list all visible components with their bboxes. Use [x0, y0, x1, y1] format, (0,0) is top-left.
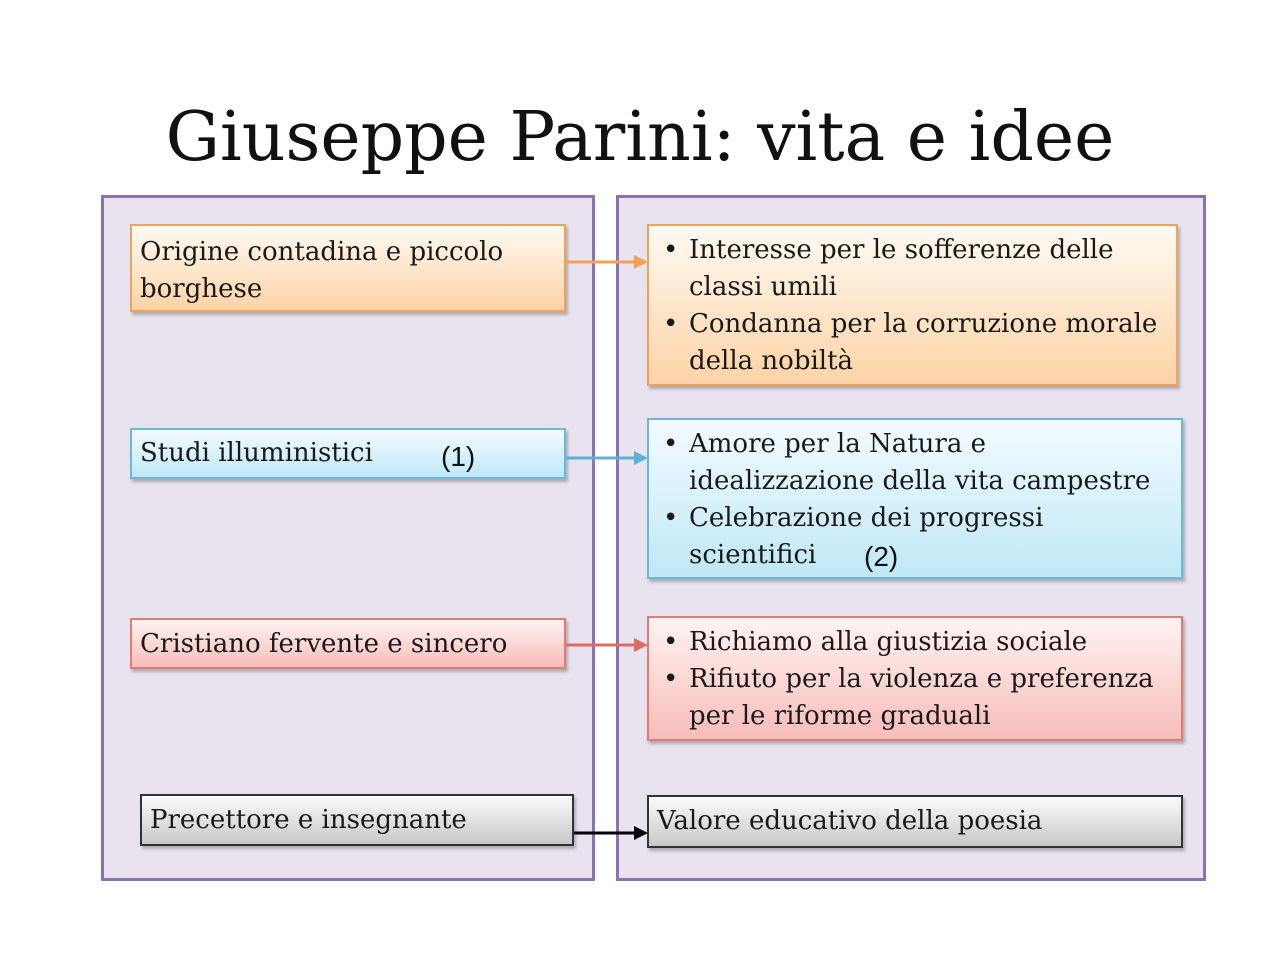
red-arrow	[566, 638, 648, 652]
list-item: • Richiamo alla giustizia sociale	[689, 624, 1173, 661]
list-item: • Rifiuto per la violenza e preferenza per le riforme graduali	[689, 661, 1173, 735]
note-2: (2)	[864, 541, 899, 572]
education-text: Valore educativo della poesia	[657, 806, 1043, 836]
note-1: (1)	[441, 441, 476, 472]
orange-arrow	[566, 255, 648, 269]
list-item: • Amore per la Natura e idealizzazione della vita campestre	[689, 426, 1173, 500]
blue-arrow	[566, 451, 648, 465]
studies-text: Studi illuministici	[140, 438, 373, 468]
origin-text: Origine contadina e piccolo borghese	[140, 237, 504, 304]
black-arrow	[574, 826, 648, 840]
list-item: • Celebrazione dei progressi scientifici	[689, 500, 1173, 574]
teacher-text: Precettore e insegnante	[150, 805, 467, 835]
list-item: • Interesse per le sofferenze delle classi umili	[689, 232, 1168, 306]
page-title: Giuseppe Parini: vita e idee	[165, 98, 1115, 177]
list-item: • Condanna per la corruzione morale della nobiltà	[689, 306, 1168, 380]
christian-text: Cristiano fervente e sincero	[140, 629, 508, 659]
